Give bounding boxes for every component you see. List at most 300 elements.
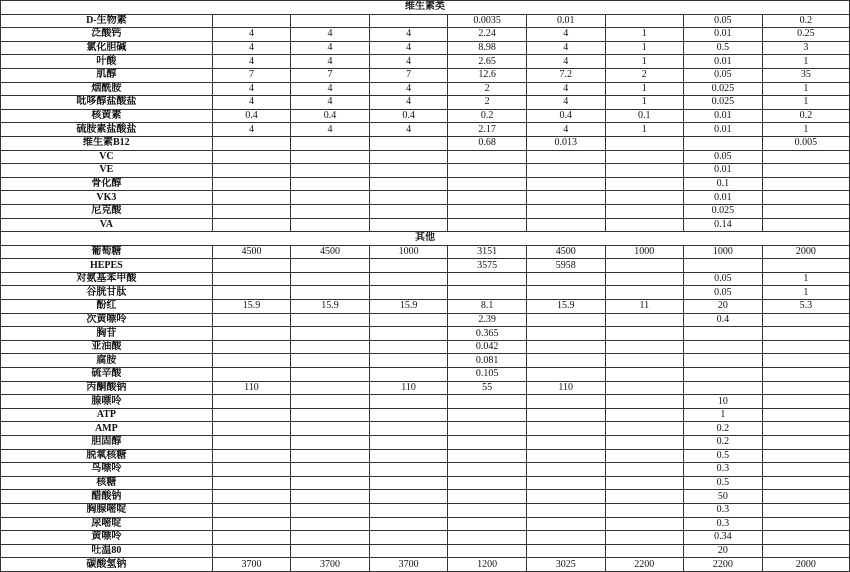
value-cell: 2200: [684, 558, 763, 572]
value-cell: 0.2: [684, 436, 763, 450]
component-name-cell: 胸腺嘧啶: [1, 503, 213, 517]
value-cell: [448, 449, 527, 463]
value-cell: [291, 164, 370, 178]
value-cell: 4: [212, 41, 291, 55]
value-cell: [684, 354, 763, 368]
value-cell: 0.025: [684, 82, 763, 96]
value-cell: 4: [291, 82, 370, 96]
value-cell: [762, 204, 849, 218]
value-cell: [526, 422, 605, 436]
value-cell: [605, 395, 684, 409]
value-cell: [369, 204, 448, 218]
value-cell: 0.105: [448, 368, 527, 382]
value-cell: 0.013: [526, 136, 605, 150]
value-cell: 4: [526, 123, 605, 137]
value-cell: [762, 313, 849, 327]
value-cell: [291, 517, 370, 531]
component-name-cell: D-生物素: [1, 14, 213, 28]
value-cell: [605, 218, 684, 232]
value-cell: [526, 191, 605, 205]
value-cell: 1: [762, 96, 849, 110]
value-cell: [369, 259, 448, 273]
value-cell: 50: [684, 490, 763, 504]
value-cell: [605, 150, 684, 164]
value-cell: 0.365: [448, 327, 527, 341]
value-cell: [291, 136, 370, 150]
value-cell: 1: [605, 96, 684, 110]
value-cell: [212, 408, 291, 422]
value-cell: 2.39: [448, 313, 527, 327]
value-cell: [369, 436, 448, 450]
value-cell: [762, 368, 849, 382]
value-cell: [605, 327, 684, 341]
value-cell: [605, 531, 684, 545]
value-cell: [291, 408, 370, 422]
value-cell: [684, 340, 763, 354]
value-cell: [369, 286, 448, 300]
value-cell: [369, 517, 448, 531]
value-cell: 4: [212, 82, 291, 96]
table-row: [1, 191, 850, 205]
value-cell: 1: [605, 123, 684, 137]
value-cell: 0.05: [684, 14, 763, 28]
value-cell: [762, 422, 849, 436]
table-row: [1, 558, 850, 572]
value-cell: 0.1: [605, 109, 684, 123]
value-cell: 1: [762, 123, 849, 137]
component-name-cell: VA: [1, 218, 213, 232]
value-cell: [291, 544, 370, 558]
value-cell: [605, 381, 684, 395]
value-cell: [212, 463, 291, 477]
value-cell: [212, 531, 291, 545]
value-cell: [448, 408, 527, 422]
value-cell: 0.2: [684, 422, 763, 436]
value-cell: 1: [762, 272, 849, 286]
value-cell: [448, 395, 527, 409]
value-cell: [291, 354, 370, 368]
value-cell: 0.2: [762, 109, 849, 123]
value-cell: [369, 544, 448, 558]
value-cell: [526, 490, 605, 504]
value-cell: [212, 136, 291, 150]
component-name-cell: 叶酸: [1, 55, 213, 69]
value-cell: 1: [605, 82, 684, 96]
value-cell: [526, 327, 605, 341]
table-row: [1, 177, 850, 191]
table-row: [1, 313, 850, 327]
component-name-cell: 丙酮酸钠: [1, 381, 213, 395]
value-cell: [448, 503, 527, 517]
value-cell: 0.05: [684, 272, 763, 286]
value-cell: [291, 490, 370, 504]
value-cell: 2.17: [448, 123, 527, 137]
value-cell: [212, 517, 291, 531]
value-cell: 11: [605, 300, 684, 314]
value-cell: 7: [291, 68, 370, 82]
value-cell: [448, 531, 527, 545]
value-cell: 4: [291, 41, 370, 55]
value-cell: [605, 544, 684, 558]
value-cell: [291, 177, 370, 191]
value-cell: [291, 286, 370, 300]
value-cell: [762, 340, 849, 354]
value-cell: [369, 150, 448, 164]
value-cell: [605, 503, 684, 517]
value-cell: 15.9: [212, 300, 291, 314]
table-row: [1, 259, 850, 273]
value-cell: [212, 204, 291, 218]
value-cell: [605, 340, 684, 354]
value-cell: [605, 286, 684, 300]
value-cell: [448, 463, 527, 477]
value-cell: [762, 490, 849, 504]
value-cell: [526, 368, 605, 382]
value-cell: [762, 408, 849, 422]
component-name-cell: 胸苷: [1, 327, 213, 341]
value-cell: 0.05: [684, 68, 763, 82]
value-cell: [448, 517, 527, 531]
value-cell: [212, 150, 291, 164]
value-cell: [526, 272, 605, 286]
value-cell: [291, 191, 370, 205]
value-cell: 4500: [526, 245, 605, 259]
value-cell: [526, 531, 605, 545]
value-cell: [684, 259, 763, 273]
value-cell: 0.01: [684, 55, 763, 69]
value-cell: [526, 395, 605, 409]
value-cell: 0.01: [684, 28, 763, 42]
value-cell: 4: [291, 55, 370, 69]
component-name-cell: 脱氧核糖: [1, 449, 213, 463]
value-cell: [526, 177, 605, 191]
value-cell: [605, 368, 684, 382]
table-row: [1, 476, 850, 490]
value-cell: [605, 191, 684, 205]
value-cell: [448, 544, 527, 558]
value-cell: 1: [605, 55, 684, 69]
value-cell: 4: [291, 28, 370, 42]
value-cell: [605, 204, 684, 218]
section-header-row: [1, 232, 850, 246]
value-cell: 0.3: [684, 517, 763, 531]
component-name-cell: 核糖: [1, 476, 213, 490]
value-cell: 0.3: [684, 503, 763, 517]
value-cell: 4500: [212, 245, 291, 259]
value-cell: 35: [762, 68, 849, 82]
value-cell: [526, 503, 605, 517]
value-cell: [291, 449, 370, 463]
value-cell: [212, 14, 291, 28]
value-cell: [684, 368, 763, 382]
value-cell: [291, 259, 370, 273]
value-cell: [526, 354, 605, 368]
value-cell: 7: [369, 68, 448, 82]
value-cell: [291, 463, 370, 477]
table-row: [1, 204, 850, 218]
value-cell: 4: [212, 28, 291, 42]
value-cell: 3151: [448, 245, 527, 259]
table-row: [1, 218, 850, 232]
component-name-cell: 胆固醇: [1, 436, 213, 450]
value-cell: [212, 503, 291, 517]
value-cell: 4: [369, 55, 448, 69]
value-cell: [526, 436, 605, 450]
value-cell: [369, 191, 448, 205]
component-name-cell: 黄嘌呤: [1, 531, 213, 545]
value-cell: [526, 408, 605, 422]
value-cell: [369, 490, 448, 504]
value-cell: [526, 150, 605, 164]
value-cell: [448, 150, 527, 164]
value-cell: 4: [291, 123, 370, 137]
component-name-cell: 氯化胆碱: [1, 41, 213, 55]
value-cell: 0.2: [762, 14, 849, 28]
component-name-cell: 硫辛酸: [1, 368, 213, 382]
value-cell: 0.3: [684, 463, 763, 477]
value-cell: 0.042: [448, 340, 527, 354]
component-name-cell: AMP: [1, 422, 213, 436]
component-name-cell: 酚红: [1, 300, 213, 314]
component-name-cell: VE: [1, 164, 213, 178]
table-row: [1, 286, 850, 300]
value-cell: [212, 354, 291, 368]
value-cell: 1: [605, 41, 684, 55]
value-cell: [448, 286, 527, 300]
value-cell: 0.4: [291, 109, 370, 123]
component-name-cell: 亚油酸: [1, 340, 213, 354]
table-row: [1, 136, 850, 150]
value-cell: [212, 313, 291, 327]
component-name-cell: 吐温80: [1, 544, 213, 558]
component-name-cell: 尼克酸: [1, 204, 213, 218]
value-cell: [212, 395, 291, 409]
component-name-cell: 腺嘌呤: [1, 395, 213, 409]
value-cell: 4: [212, 55, 291, 69]
value-cell: 1: [762, 82, 849, 96]
value-cell: 0.14: [684, 218, 763, 232]
value-cell: [762, 354, 849, 368]
value-cell: [212, 476, 291, 490]
value-cell: [369, 531, 448, 545]
value-cell: [369, 272, 448, 286]
value-cell: 7: [212, 68, 291, 82]
value-cell: 5958: [526, 259, 605, 273]
value-cell: 0.01: [684, 123, 763, 137]
value-cell: 20: [684, 300, 763, 314]
value-cell: [291, 395, 370, 409]
value-cell: [369, 313, 448, 327]
value-cell: [762, 436, 849, 450]
value-cell: 0.4: [212, 109, 291, 123]
component-name-cell: 谷胱甘肽: [1, 286, 213, 300]
value-cell: [291, 313, 370, 327]
value-cell: 4: [526, 96, 605, 110]
value-cell: [605, 436, 684, 450]
table-row: [1, 517, 850, 531]
value-cell: [291, 476, 370, 490]
value-cell: [762, 327, 849, 341]
value-cell: 0.005: [762, 136, 849, 150]
value-cell: 0.5: [684, 41, 763, 55]
value-cell: [605, 517, 684, 531]
table-row: [1, 150, 850, 164]
value-cell: 0.01: [684, 191, 763, 205]
value-cell: [291, 327, 370, 341]
value-cell: 4: [526, 82, 605, 96]
table-row: [1, 327, 850, 341]
value-cell: [291, 531, 370, 545]
value-cell: [448, 422, 527, 436]
value-cell: [212, 177, 291, 191]
value-cell: [605, 136, 684, 150]
component-name-cell: VC: [1, 150, 213, 164]
value-cell: [212, 272, 291, 286]
value-cell: [369, 164, 448, 178]
value-cell: [291, 14, 370, 28]
component-name-cell: 肌醇: [1, 68, 213, 82]
value-cell: [605, 313, 684, 327]
value-cell: [212, 449, 291, 463]
value-cell: [212, 218, 291, 232]
value-cell: 0.5: [684, 449, 763, 463]
value-cell: [369, 340, 448, 354]
value-cell: [291, 204, 370, 218]
value-cell: 1000: [605, 245, 684, 259]
component-name-cell: 碳酸氢钠: [1, 558, 213, 572]
value-cell: 3700: [291, 558, 370, 572]
value-cell: 0.081: [448, 354, 527, 368]
value-cell: [448, 476, 527, 490]
component-name-cell: 葡萄糖: [1, 245, 213, 259]
value-cell: 1200: [448, 558, 527, 572]
component-name-cell: VK3: [1, 191, 213, 205]
value-cell: [684, 136, 763, 150]
table-row: [1, 436, 850, 450]
component-name-cell: 对氨基苯甲酸: [1, 272, 213, 286]
value-cell: [762, 164, 849, 178]
table-row: [1, 408, 850, 422]
value-cell: 5.3: [762, 300, 849, 314]
value-cell: 1: [762, 55, 849, 69]
value-cell: [762, 463, 849, 477]
value-cell: [291, 340, 370, 354]
table-row: [1, 245, 850, 259]
value-cell: [212, 164, 291, 178]
table-row: [1, 395, 850, 409]
value-cell: [762, 531, 849, 545]
value-cell: [212, 286, 291, 300]
table-row: [1, 82, 850, 96]
value-cell: [526, 218, 605, 232]
value-cell: [762, 503, 849, 517]
value-cell: [448, 191, 527, 205]
value-cell: [212, 191, 291, 205]
value-cell: [291, 368, 370, 382]
value-cell: [526, 204, 605, 218]
table-row: [1, 422, 850, 436]
value-cell: 3700: [212, 558, 291, 572]
component-name-cell: 骨化醇: [1, 177, 213, 191]
value-cell: 0.01: [526, 14, 605, 28]
value-cell: [212, 436, 291, 450]
table-row: [1, 368, 850, 382]
value-cell: [762, 544, 849, 558]
value-cell: 4500: [291, 245, 370, 259]
value-cell: 1: [684, 408, 763, 422]
value-cell: 2: [448, 82, 527, 96]
table-body: [1, 1, 850, 572]
value-cell: 4: [369, 96, 448, 110]
value-cell: 4: [369, 82, 448, 96]
value-cell: [762, 449, 849, 463]
component-name-cell: 硫胺素盐酸盐: [1, 123, 213, 137]
value-cell: [291, 381, 370, 395]
value-cell: [605, 449, 684, 463]
component-name-cell: 烟酰胺: [1, 82, 213, 96]
value-cell: [526, 449, 605, 463]
value-cell: 2: [448, 96, 527, 110]
table-row: [1, 354, 850, 368]
value-cell: 12.6: [448, 68, 527, 82]
value-cell: [369, 14, 448, 28]
table-row: [1, 123, 850, 137]
table-row: [1, 544, 850, 558]
value-cell: [448, 436, 527, 450]
value-cell: 0.68: [448, 136, 527, 150]
section-header-row: [1, 1, 850, 15]
value-cell: [448, 177, 527, 191]
component-name-cell: 尿嘧啶: [1, 517, 213, 531]
value-cell: [369, 476, 448, 490]
component-name-cell: 核黄素: [1, 109, 213, 123]
value-cell: 0.1: [684, 177, 763, 191]
value-cell: 4: [212, 96, 291, 110]
value-cell: 4: [369, 28, 448, 42]
value-cell: [526, 313, 605, 327]
value-cell: 0.5: [684, 476, 763, 490]
value-cell: 8.1: [448, 300, 527, 314]
value-cell: [369, 463, 448, 477]
value-cell: [605, 490, 684, 504]
value-cell: [605, 463, 684, 477]
section-title: 维生素类: [1, 1, 850, 15]
component-name-cell: 鸟嘌呤: [1, 463, 213, 477]
value-cell: 3700: [369, 558, 448, 572]
value-cell: [762, 476, 849, 490]
value-cell: 0.0035: [448, 14, 527, 28]
value-cell: [212, 340, 291, 354]
value-cell: [291, 436, 370, 450]
value-cell: [526, 286, 605, 300]
value-cell: 0.4: [526, 109, 605, 123]
value-cell: [605, 354, 684, 368]
value-cell: [369, 408, 448, 422]
value-cell: 0.025: [684, 96, 763, 110]
value-cell: [369, 368, 448, 382]
value-cell: [212, 368, 291, 382]
value-cell: [369, 136, 448, 150]
table-row: [1, 449, 850, 463]
value-cell: 1000: [684, 245, 763, 259]
value-cell: 15.9: [291, 300, 370, 314]
value-cell: [369, 503, 448, 517]
value-cell: [762, 191, 849, 205]
value-cell: 4: [291, 96, 370, 110]
table-row: [1, 68, 850, 82]
value-cell: [526, 476, 605, 490]
value-cell: [448, 272, 527, 286]
